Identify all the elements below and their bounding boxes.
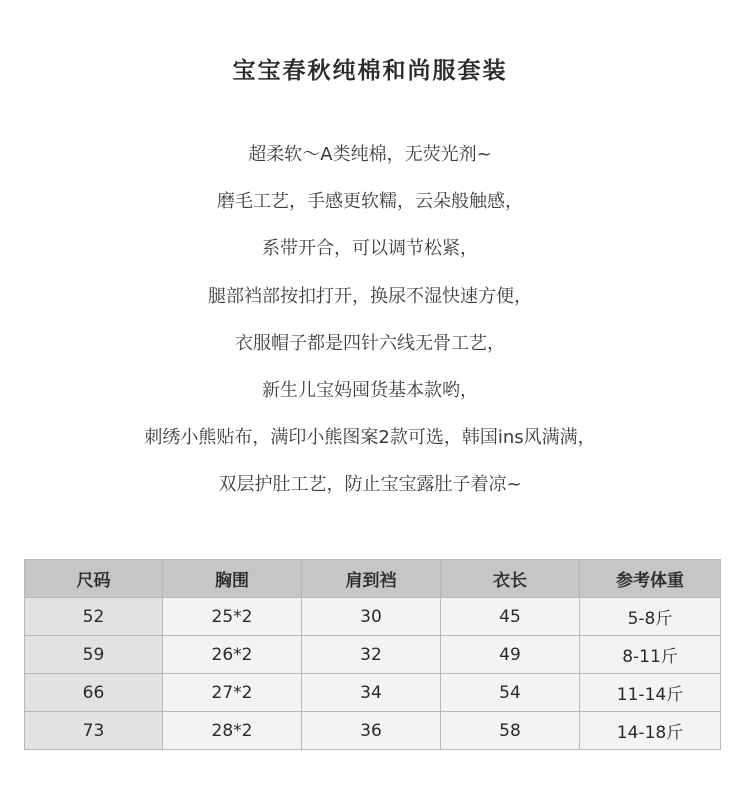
table-cell: 58 [441,712,580,750]
table-cell: 28*2 [163,712,302,750]
table-cell: 32 [302,636,441,674]
table-cell: 66 [25,674,163,712]
table-cell: 36 [302,712,441,750]
table-cell: 30 [302,598,441,636]
description-line: 衣服帽子都是四针六线无骨工艺， [235,332,505,354]
description-line: 刺绣小熊贴布，满印小熊图案2款可选，韩国ins风满满， [144,427,596,449]
table-cell: 27*2 [163,674,302,712]
page-title: 宝宝春秋纯棉和尚服套装 [232,58,508,84]
table-cell: 5-8斤 [580,598,721,636]
header-shoulder-to-crotch: 肩到裆 [302,560,441,598]
table-cell: 34 [302,674,441,712]
description-line: 双层护肚工艺，防止宝宝露肚子着凉~ [218,474,522,496]
header-length: 衣长 [441,560,580,598]
table-cell: 26*2 [163,636,302,674]
table-cell: 14-18斤 [580,712,721,750]
table-cell: 59 [25,636,163,674]
table-cell: 49 [441,636,580,674]
product-description [0,136,740,514]
description-line: 腿部裆部按扣打开，换尿不湿快速方便， [208,285,532,307]
header-weight: 参考体重 [580,560,721,598]
description-line: 系带开合，可以调节松紧， [262,238,478,260]
table-row [25,598,721,636]
table-cell: 54 [441,674,580,712]
table-row [25,636,721,674]
table-header-row [25,560,721,598]
table-cell: 52 [25,598,163,636]
table-cell: 73 [25,712,163,750]
table-cell: 25*2 [163,598,302,636]
size-chart-table [24,559,721,750]
description-line: 超柔软～A类纯棉，无荧光剂~ [248,144,492,165]
table-cell: 11-14斤 [580,674,721,712]
description-line: 磨毛工艺，手感更软糯，云朵般触感， [217,191,523,213]
table-row [25,674,721,712]
table-cell: 8-11斤 [580,636,721,674]
header-chest: 胸围 [163,560,302,598]
table-row [25,712,721,750]
table-cell: 45 [441,598,580,636]
header-size: 尺码 [25,560,163,598]
description-line: 新生儿宝妈囤货基本款哟， [262,379,478,401]
